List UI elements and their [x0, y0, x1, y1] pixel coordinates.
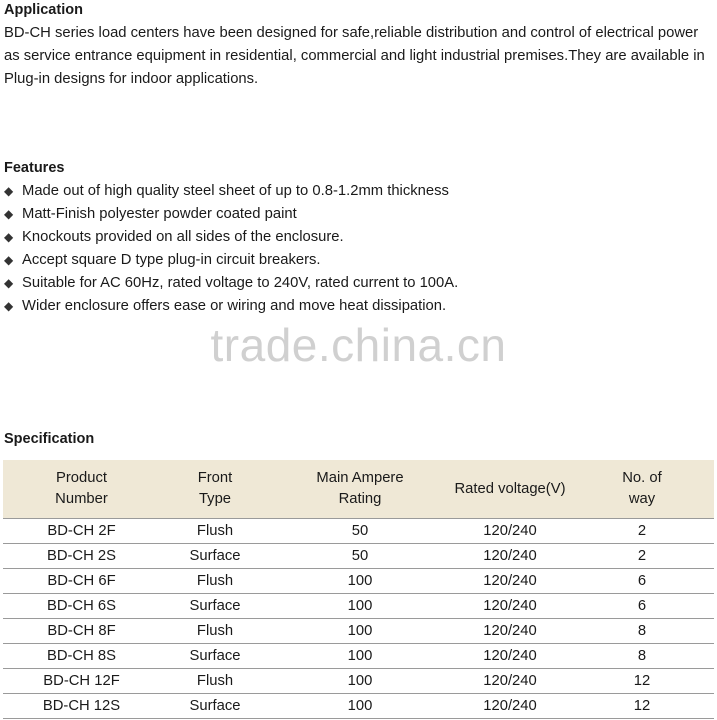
- cell-rated-voltage: 120/240: [450, 669, 570, 694]
- feature-text: Suitable for AC 60Hz, rated voltage to 240V, rated current to 100A.: [22, 275, 459, 291]
- cell-ampere-rating: 100: [270, 619, 450, 644]
- diamond-bullet-icon: ◆: [4, 207, 14, 221]
- cell-ampere-rating: 50: [270, 544, 450, 569]
- table-header-row: [3, 460, 714, 519]
- cell-no-of-way: 12: [570, 694, 714, 719]
- watermark: trade.china.cn: [210, 319, 507, 371]
- cell-front-type: Surface: [160, 644, 270, 669]
- cell-product-number: BD-CH 8F: [3, 619, 160, 644]
- cell-rated-voltage: 120/240: [450, 644, 570, 669]
- cell-front-type: Flush: [160, 619, 270, 644]
- cell-product-number: BD-CH 12F: [3, 669, 160, 694]
- cell-ampere-rating: 100: [270, 694, 450, 719]
- cell-rated-voltage: 120/240: [450, 694, 570, 719]
- feature-item: [4, 272, 458, 295]
- cell-no-of-way: 2: [570, 519, 714, 544]
- cell-front-type: Flush: [160, 519, 270, 544]
- cell-product-number: BD-CH 12S: [3, 694, 160, 719]
- table-row: [3, 594, 714, 619]
- diamond-bullet-icon: ◆: [4, 253, 14, 267]
- table-row: [3, 619, 714, 644]
- cell-front-type: Surface: [160, 544, 270, 569]
- feature-text: Accept square D type plug-in circuit breakers.: [22, 252, 321, 268]
- column-header-main-ampere-rating: Main Ampere Rating: [270, 460, 450, 519]
- cell-product-number: BD-CH 2S: [3, 544, 160, 569]
- cell-front-type: Flush: [160, 569, 270, 594]
- diamond-bullet-icon: ◆: [4, 276, 14, 290]
- application-heading: Application: [4, 2, 83, 18]
- feature-text: Made out of high quality steel sheet of up to 0.8-1.2mm thickness: [22, 183, 449, 199]
- cell-no-of-way: 6: [570, 569, 714, 594]
- diamond-bullet-icon: ◆: [4, 299, 14, 313]
- table-row: [3, 519, 714, 544]
- cell-rated-voltage: 120/240: [450, 569, 570, 594]
- column-header-product-number: Product Number: [3, 460, 160, 519]
- feature-item: [4, 180, 458, 203]
- table-row: [3, 644, 714, 669]
- cell-product-number: BD-CH 6S: [3, 594, 160, 619]
- feature-item: [4, 226, 458, 249]
- cell-front-type: Flush: [160, 669, 270, 694]
- column-header-rated-voltage: Rated voltage(V): [450, 460, 570, 519]
- cell-front-type: Surface: [160, 694, 270, 719]
- cell-product-number: BD-CH 2F: [3, 519, 160, 544]
- table-row: [3, 544, 714, 569]
- column-header-no-of-way: No. of way: [570, 460, 714, 519]
- cell-no-of-way: 6: [570, 594, 714, 619]
- cell-ampere-rating: 100: [270, 569, 450, 594]
- feature-item: [4, 203, 458, 226]
- column-header-front-type: Front Type: [160, 460, 270, 519]
- cell-no-of-way: 8: [570, 644, 714, 669]
- cell-ampere-rating: 50: [270, 519, 450, 544]
- feature-text: Knockouts provided on all sides of the enclosure.: [22, 229, 344, 245]
- cell-rated-voltage: 120/240: [450, 594, 570, 619]
- cell-no-of-way: 8: [570, 619, 714, 644]
- cell-ampere-rating: 100: [270, 594, 450, 619]
- cell-no-of-way: 2: [570, 544, 714, 569]
- feature-text: Wider enclosure offers ease or wiring and move heat dissipation.: [22, 298, 447, 314]
- cell-rated-voltage: 120/240: [450, 619, 570, 644]
- table-row: [3, 569, 714, 594]
- cell-rated-voltage: 120/240: [450, 544, 570, 569]
- table-row: [3, 694, 714, 719]
- specification-table: [3, 460, 714, 719]
- cell-no-of-way: 12: [570, 669, 714, 694]
- feature-text: Matt-Finish polyester powder coated paint: [22, 206, 297, 222]
- cell-ampere-rating: 100: [270, 644, 450, 669]
- cell-product-number: BD-CH 8S: [3, 644, 160, 669]
- table-row: [3, 669, 714, 694]
- cell-rated-voltage: 120/240: [450, 519, 570, 544]
- features-heading: Features: [4, 160, 65, 176]
- application-text: BD-CH series load centers have been designed for safe,reliable distribution and control of electrical power as service entrance equipment in residential, commercial and light industrial premises.They are available in Plug-in designs for indoor applications.: [4, 25, 705, 87]
- diamond-bullet-icon: ◆: [4, 230, 14, 244]
- cell-front-type: Surface: [160, 594, 270, 619]
- cell-ampere-rating: 100: [270, 669, 450, 694]
- cell-product-number: BD-CH 6F: [3, 569, 160, 594]
- feature-item: [4, 295, 458, 318]
- features-list: [4, 180, 458, 318]
- specification-heading: Specification: [4, 431, 95, 447]
- feature-item: [4, 249, 458, 272]
- diamond-bullet-icon: ◆: [4, 184, 14, 198]
